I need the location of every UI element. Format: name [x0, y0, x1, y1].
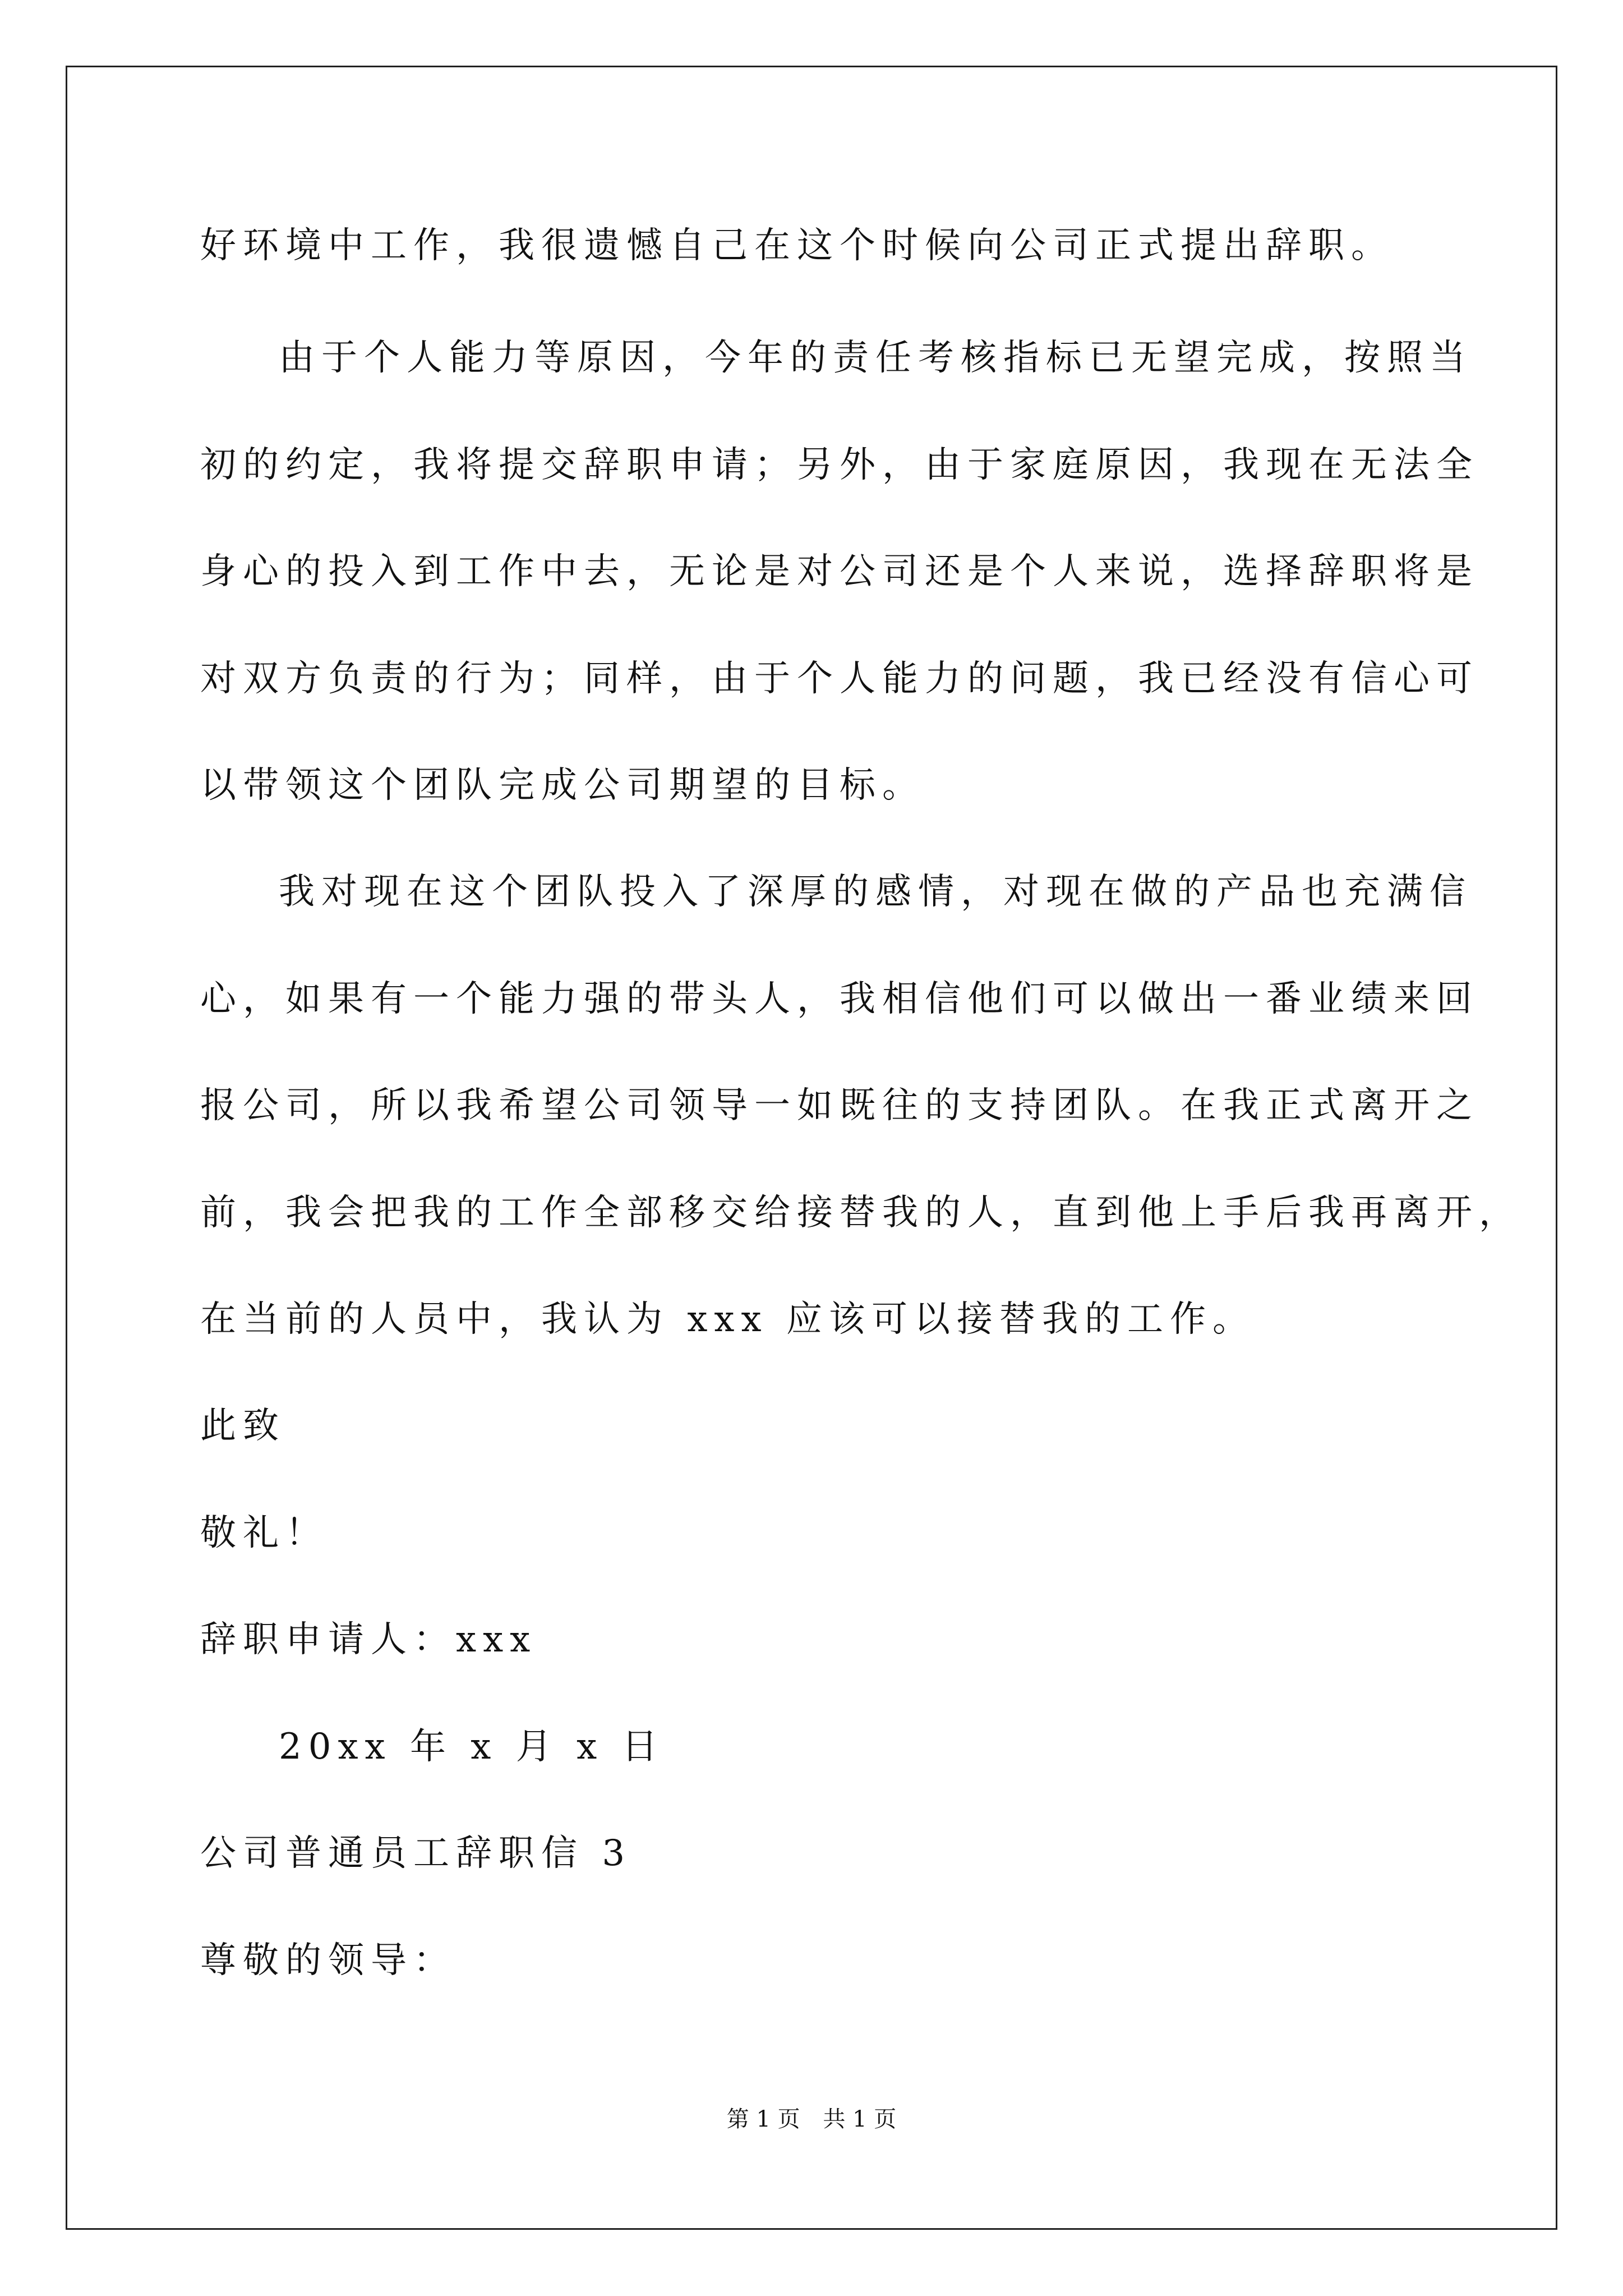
paragraph-1-line-1: 好环境中工作，我很遗憾自己在这个时候向公司正式提出辞职。 — [200, 225, 1394, 266]
page-border — [66, 66, 1557, 2230]
paragraph-3-line-4: 前，我会把我的工作全部移交给接替我的人，直到他上手后我再离开， — [200, 1192, 1521, 1234]
page-number-current: 第 1 页 — [726, 2106, 800, 2132]
page-number-total: 共 1 页 — [823, 2106, 897, 2132]
next-letter-title: 公司普通员工辞职信 3 — [200, 1833, 632, 1874]
next-letter-greeting: 尊敬的领导： — [200, 1940, 456, 1981]
date-line: 20xx 年 x 月 x 日 — [279, 1726, 665, 1768]
paragraph-2-line-3: 身心的投入到工作中去，无论是对公司还是个人来说，选择辞职将是 — [200, 551, 1479, 592]
paragraph-3-line-1: 我对现在这个团队投入了深厚的感情，对现在做的产品也充满信 — [279, 871, 1472, 913]
closing-text: 此致 — [200, 1405, 285, 1447]
paragraph-2-line-2: 初的约定，我将提交辞职申请；另外，由于家庭原因，我现在无法全 — [200, 444, 1479, 486]
paragraph-2-line-5: 以带领这个团队完成公司期望的目标。 — [200, 765, 925, 806]
paragraph-2-line-1: 由于个人能力等原因，今年的责任考核指标已无望完成，按照当 — [279, 337, 1472, 379]
paragraph-3-line-5: 在当前的人员中，我认为 xxx 应该可以接替我的工作。 — [200, 1299, 1255, 1340]
signature-line: 辞职申请人：xxx — [200, 1619, 537, 1660]
paragraph-2-line-4: 对双方负责的行为；同样，由于个人能力的问题，我已经没有信心可 — [200, 658, 1479, 700]
paragraph-3-line-3: 报公司，所以我希望公司领导一如既往的支持团队。在我正式离开之 — [200, 1085, 1479, 1126]
page-footer — [0, 2108, 1623, 2131]
salute-text: 敬礼！ — [200, 1512, 328, 1554]
paragraph-3-line-2: 心，如果有一个能力强的带头人，我相信他们可以做出一番业绩来回 — [200, 978, 1479, 1020]
